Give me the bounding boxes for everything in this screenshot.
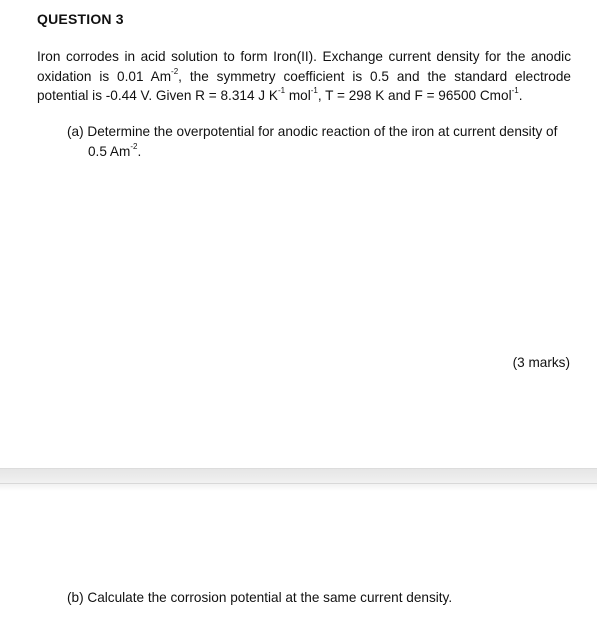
intro-line-2 [37, 67, 571, 87]
page-break-divider [0, 468, 597, 491]
part-a-question [67, 122, 571, 161]
intro-line-3-superscript-1: -1 [277, 86, 286, 96]
intro-line-3-text-d: . [518, 88, 523, 103]
intro-line-2-text-b: , the symmetry coefficient is 0.5 and the standard electrode [178, 68, 571, 84]
marks-label: (3 marks) [512, 355, 570, 370]
intro-line-2-superscript: -2 [171, 66, 179, 76]
question-intro [37, 47, 571, 106]
intro-line-3-text-c: , T = 298 K and F = 96500 Cmol [317, 88, 512, 103]
intro-line-3-superscript-3: -1 [511, 86, 519, 96]
part-a-line-2 [67, 142, 571, 162]
intro-line-3-superscript-2: -1 [310, 86, 318, 96]
question-heading: QUESTION 3 [37, 11, 124, 27]
intro-line-3 [37, 86, 571, 106]
page-break-shadow-line [0, 483, 597, 484]
part-a-line-2-text-a: 0.5 Am [88, 143, 131, 159]
part-a-line-1: (a) Determine the overpotential for anodic reaction of the iron at current density of [67, 124, 558, 139]
part-a-line-2-superscript: -2 [130, 141, 138, 151]
intro-line-1: Iron corrodes in acid solution to form Iron(II). Exchange current density for the anodic [37, 49, 571, 64]
part-a-line-2-text-b: . [137, 143, 142, 159]
intro-line-3-text-a: potential is -0.44 V. Given R = 8.314 J K [37, 88, 278, 103]
intro-line-2-text-a: oxidation is 0.01 Am [37, 68, 172, 84]
part-b-question: (b) Calculate the corrosion potential at the same current density. [67, 590, 453, 605]
intro-line-3-text-b: mol [285, 88, 311, 103]
